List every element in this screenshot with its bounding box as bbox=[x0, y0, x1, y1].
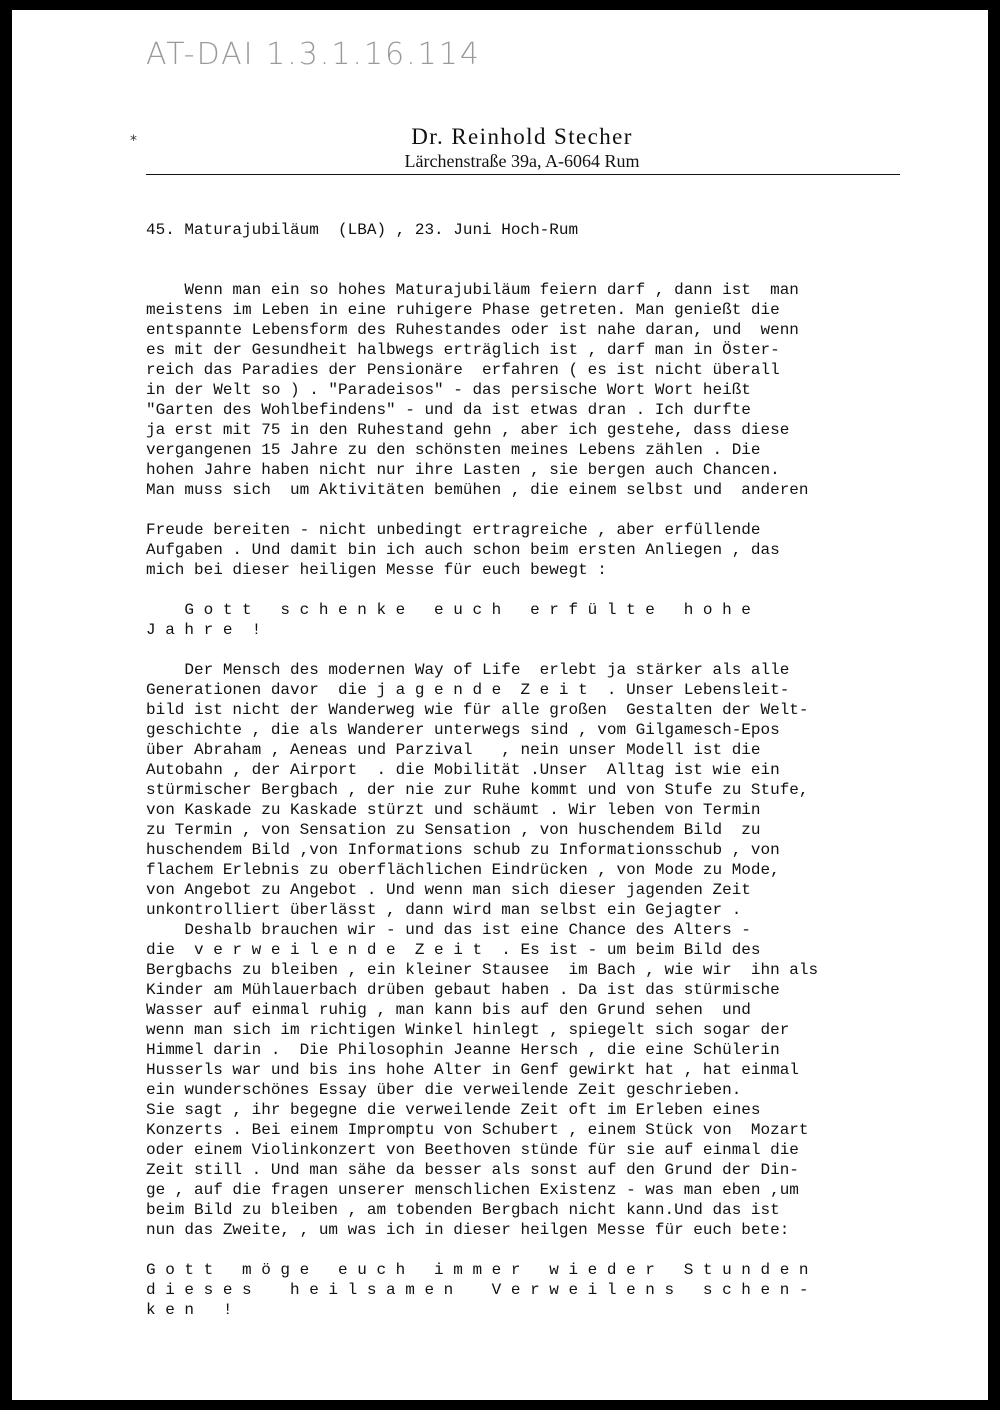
body-line: Husserls war und bis ins hohe Alter in Genf gewirkt hat , hat einmal bbox=[146, 1061, 799, 1079]
body-line: 45. Maturajubiläum (LBA) , 23. Juni Hoch-Rum bbox=[146, 221, 579, 239]
body-line: Zeit still . Und man sähe da besser als sonst auf den Grund der Din- bbox=[146, 1161, 799, 1179]
body-line: entspannte Lebensform des Ruhestandes oder ist nahe daran, und wenn bbox=[146, 321, 799, 339]
body-line: Wasser auf einmal ruhig , man kann bis auf den Grund sehen und bbox=[146, 1001, 751, 1019]
body-line: meistens im Leben in eine ruhigere Phase getreten. Man genießt die bbox=[146, 301, 780, 319]
body-line: Freude bereiten - nicht unbedingt ertragreiche , aber erfüllende bbox=[146, 521, 761, 539]
body-line bbox=[146, 260, 986, 280]
body-line: huschendem Bild ,von Informations schub zu Informationsschub , von bbox=[146, 841, 780, 859]
body-line: zu Termin , von Sensation zu Sensation , von huschendem Bild zu bbox=[146, 821, 761, 839]
body-line: nun das Zweite, , um was ich in dieser heilgen Messe für euch bete: bbox=[146, 1221, 790, 1239]
body-line: von Angebot zu Angebot . Und wenn man sich dieser jagenden Zeit bbox=[146, 881, 751, 899]
body-line bbox=[146, 640, 986, 660]
body-line: ja erst mit 75 in den Ruhestand gehn , aber ich gestehe, dass diese bbox=[146, 421, 790, 439]
body-line bbox=[146, 580, 986, 600]
letterhead-name: Dr. Reinhold Stecher bbox=[411, 124, 633, 149]
body-line: Himmel darin . Die Philosophin Jeanne Hersch , die eine Schülerin bbox=[146, 1041, 780, 1059]
hole-mark: * bbox=[130, 133, 137, 149]
body-line: ge , auf die fragen unserer menschlichen Existenz - was man eben ,um bbox=[146, 1181, 799, 1199]
body-line bbox=[146, 500, 986, 520]
body-line: in der Welt so ) . "Paradeisos" - das persische Wort Wort heißt bbox=[146, 381, 751, 399]
body-line: Der Mensch des modernen Way of Life erlebt ja stärker als alle bbox=[146, 661, 790, 679]
body-line: beim Bild zu bleiben , am tobenden Bergbach nicht kann.Und das ist bbox=[146, 1201, 780, 1219]
body-line: Konzerts . Bei einem Impromptu von Schubert , einem Stück von Mozart bbox=[146, 1121, 809, 1139]
body-line: vergangenen 15 Jahre zu den schönsten meines Lebens zählen . Die bbox=[146, 441, 761, 459]
body-line: d i e s e s h e i l s a m e n V e r w e i l e n s s c h e n - bbox=[146, 1281, 809, 1299]
body-line: über Abraham , Aeneas und Parzival , nein unser Modell ist die bbox=[146, 741, 761, 759]
body-line: Sie sagt , ihr begegne die verweilende Zeit oft im Erleben eines bbox=[146, 1101, 761, 1119]
body-line: hohen Jahre haben nicht nur ihre Lasten , sie bergen auch Chancen. bbox=[146, 461, 780, 479]
body-line: Bergbachs zu bleiben , ein kleiner Stausee im Bach , wie wir ihn als bbox=[146, 961, 819, 979]
body-line: G o t t m ö g e e u c h i m m e r w i e d e r S t u n d e n bbox=[146, 1261, 809, 1279]
body-line: geschichte , die als Wanderer unterwegs sind , vom Gilgamesch-Epos bbox=[146, 721, 780, 739]
letter-body bbox=[146, 220, 986, 1320]
body-line: J a h r e ! bbox=[146, 621, 262, 639]
body-line: Man muss sich um Aktivitäten bemühen , die einem selbst und anderen bbox=[146, 481, 809, 499]
body-line: Wenn man ein so hohes Maturajubiläum feiern darf , dann ist man bbox=[146, 281, 799, 299]
body-line: Deshalb brauchen wir - und das ist eine Chance des Alters - bbox=[146, 921, 751, 939]
body-line bbox=[146, 1240, 986, 1260]
body-line: die v e r w e i l e n d e Z e i t . Es ist - um beim Bild des bbox=[146, 941, 761, 959]
body-line: bild ist nicht der Wanderweg wie für alle großen Gestalten der Welt- bbox=[146, 701, 809, 719]
body-line: Autobahn , der Airport . die Mobilität .Unser Alltag ist wie ein bbox=[146, 761, 780, 779]
body-line: "Garten des Wohlbefindens" - und da ist etwas dran . Ich durfte bbox=[146, 401, 751, 419]
body-line: reich das Paradies der Pensionäre erfahren ( es ist nicht überall bbox=[146, 361, 780, 379]
body-line: mich bei dieser heiligen Messe für euch bewegt : bbox=[146, 561, 607, 579]
body-line: G o t t s c h e n k e e u c h e r f ü l t e h o h e bbox=[146, 601, 751, 619]
document-page bbox=[12, 10, 988, 1400]
body-line: Kinder am Mühlauerbach drüben gebaut haben . Da ist das stürmische bbox=[146, 981, 780, 999]
letterhead-divider bbox=[146, 174, 900, 175]
body-line: oder einem Violinkonzert von Beethoven stünde für sie auf einmal die bbox=[146, 1141, 799, 1159]
body-line: Generationen davor die j a g e n d e Z e i t . Unser Lebensleit- bbox=[146, 681, 790, 699]
body-line: unkontrolliert überlässt , dann wird man selbst ein Gejagter . bbox=[146, 901, 742, 919]
body-line: flachem Erlebnis zu oberflächlichen Eindrücken , von Mode zu Mode, bbox=[146, 861, 780, 879]
archive-id-handwritten: AT-DAI 1.3.1.16.114 bbox=[146, 37, 481, 72]
body-line: Aufgaben . Und damit bin ich auch schon beim ersten Anliegen , das bbox=[146, 541, 780, 559]
body-line: k e n ! bbox=[146, 1301, 233, 1319]
body-line bbox=[146, 240, 986, 260]
body-line: ein wunderschönes Essay über die verweilende Zeit geschrieben. bbox=[146, 1081, 742, 1099]
body-line: wenn man sich im richtigen Winkel hinlegt , spiegelt sich sogar der bbox=[146, 1021, 790, 1039]
body-line: stürmischer Bergbach , der nie zur Ruhe kommt und von Stufe zu Stufe, bbox=[146, 781, 809, 799]
letterhead-address: Lärchenstraße 39a, A-6064 Rum bbox=[404, 151, 640, 171]
body-line: es mit der Gesundheit halbwegs erträglich ist , darf man in Öster- bbox=[146, 341, 780, 359]
body-line: von Kaskade zu Kaskade stürzt und schäumt . Wir leben von Termin bbox=[146, 801, 761, 819]
